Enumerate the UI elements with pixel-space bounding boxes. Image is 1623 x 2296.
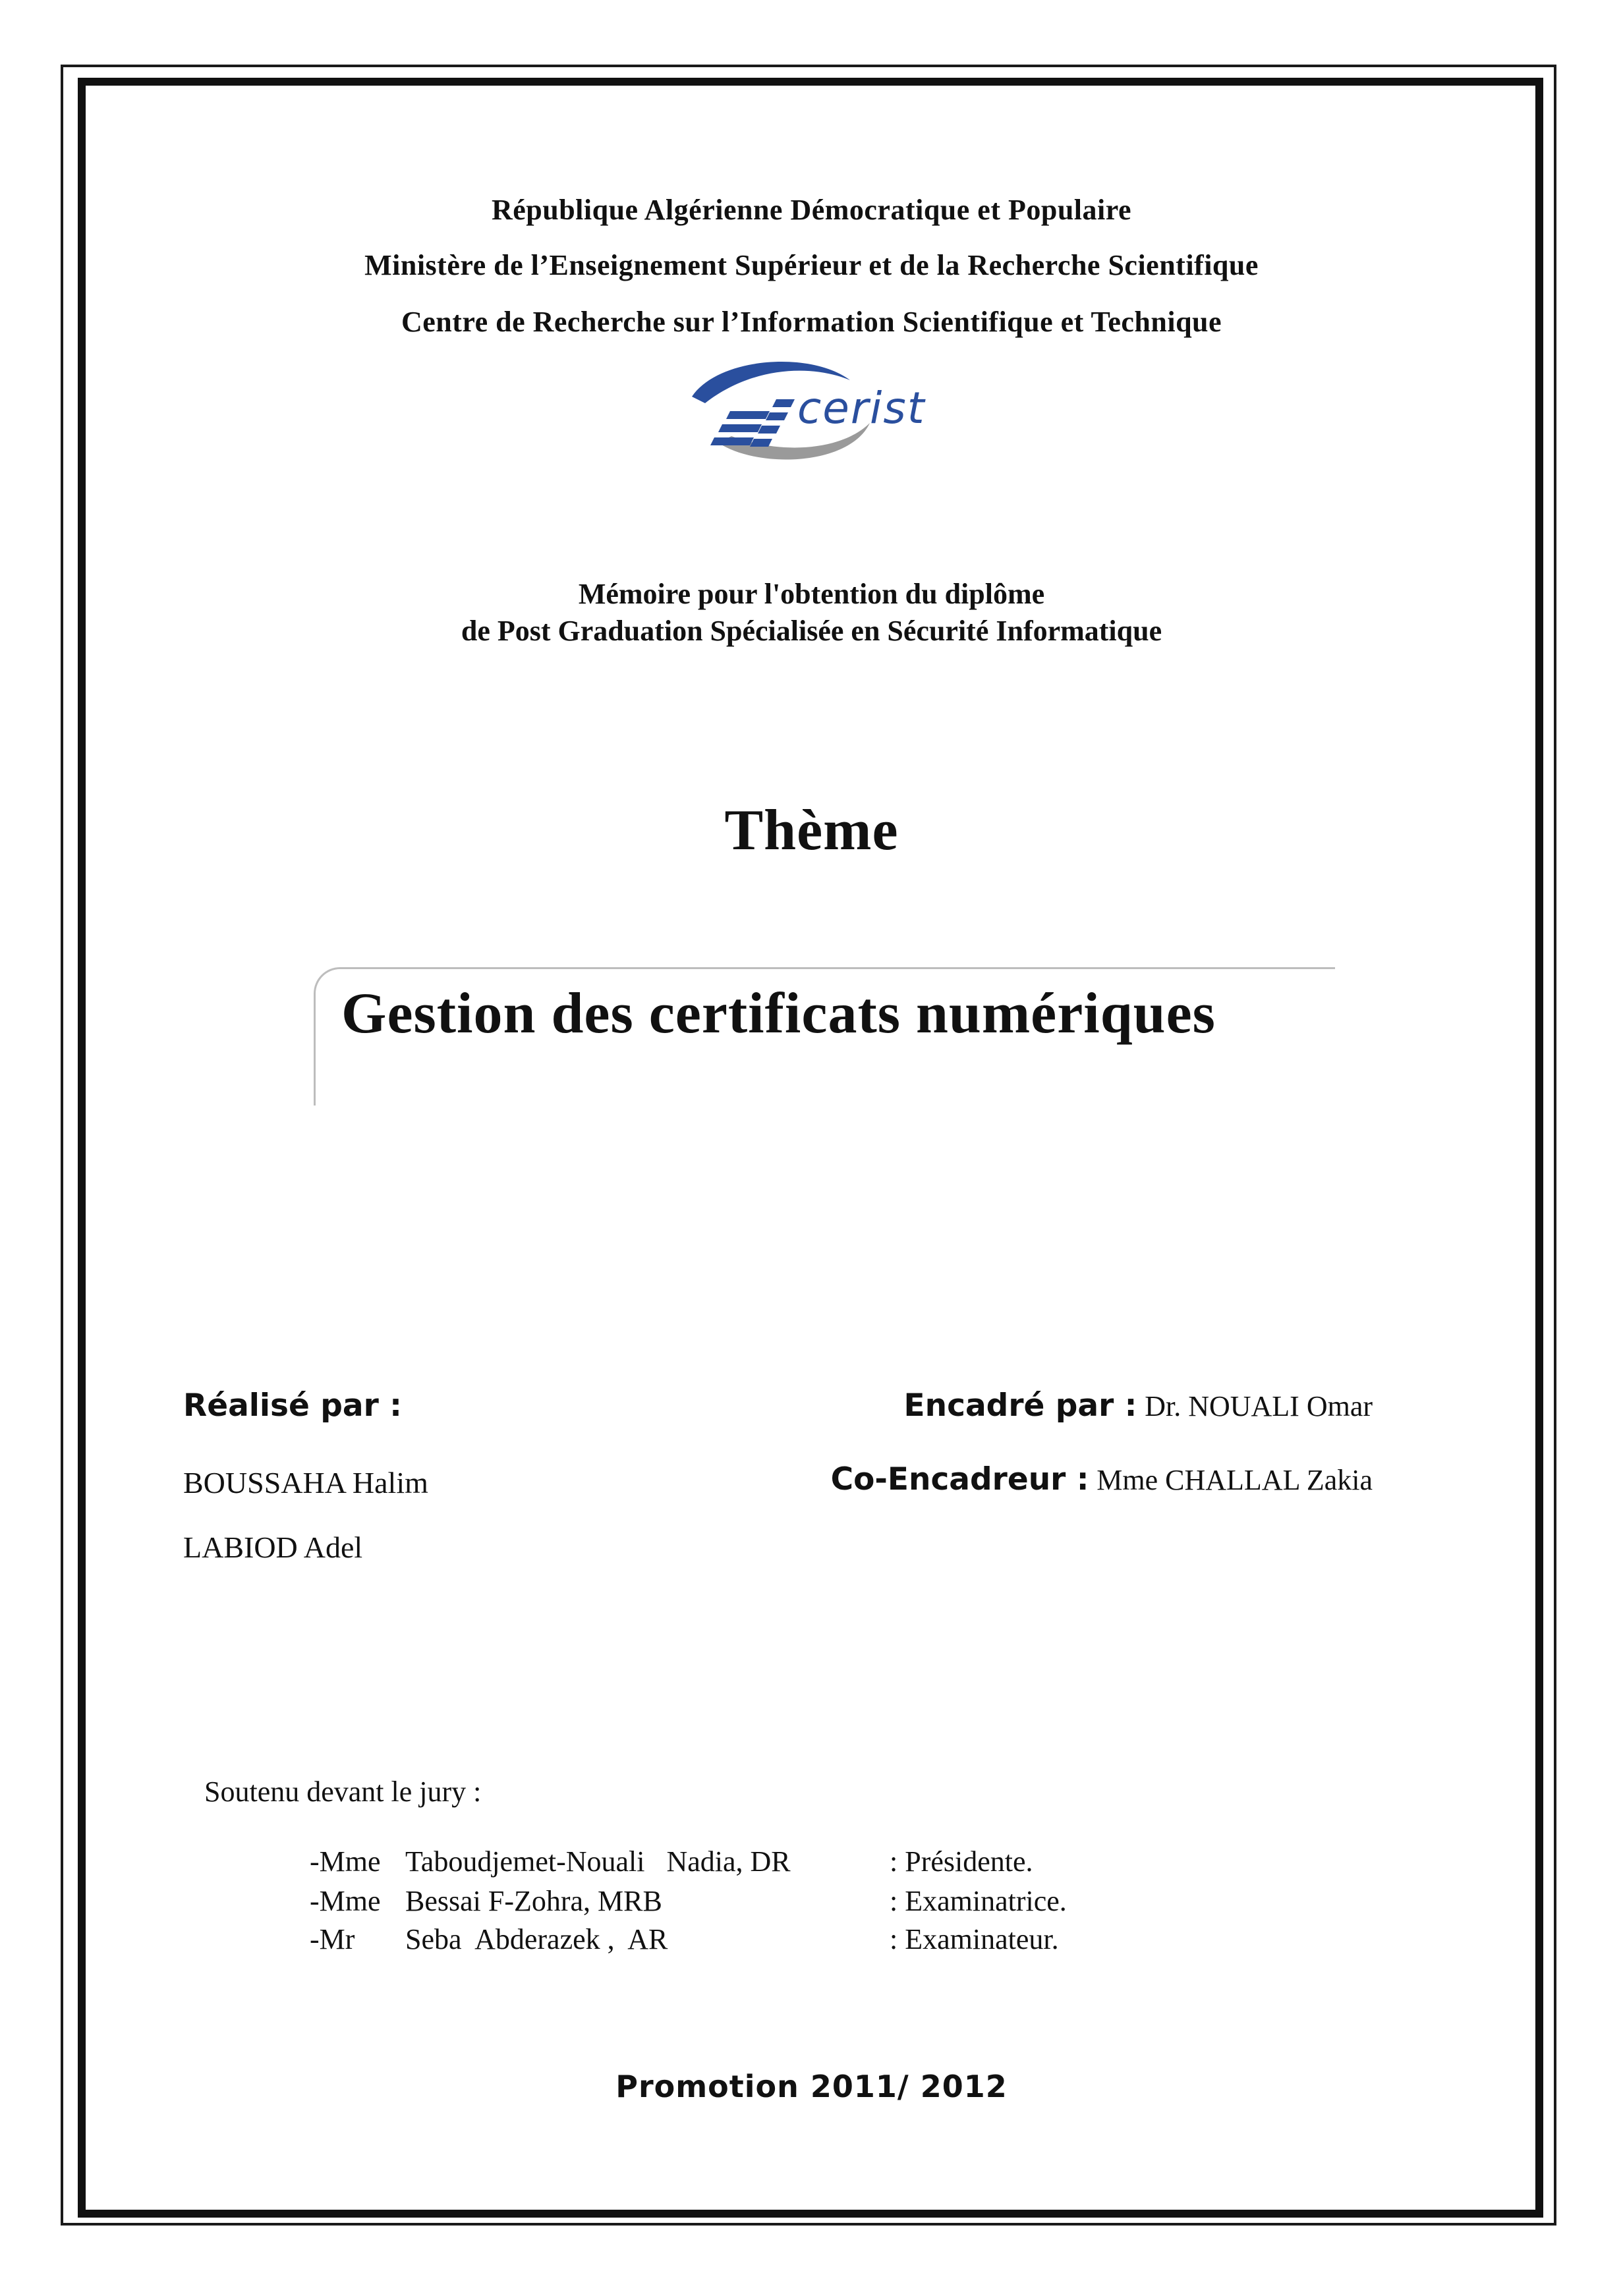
memoire-line-2: de Post Graduation Spécialisée en Sécurité Informatique	[461, 615, 1162, 647]
encadre-line	[904, 1387, 1373, 1424]
logo-bars	[710, 399, 795, 447]
jury-member-title: -Mme	[310, 1885, 381, 1917]
header-ministere: Ministère de l’Enseignement Supérieur et de la Recherche Scientifique	[364, 249, 1259, 281]
author-name: BOUSSAHA Halim	[183, 1466, 428, 1499]
header-centre: Centre de Recherche sur l’Information Scientifique et Technique	[401, 306, 1222, 338]
jury-member-title: -Mme	[310, 1845, 381, 1878]
coencadreur-line	[831, 1461, 1373, 1498]
jury-member	[310, 1845, 1166, 1884]
jury-member-name: Taboudjemet-Nouali Nadia, DR	[405, 1845, 791, 1878]
promotion: Promotion 2011/ 2012	[615, 2069, 1008, 2104]
jury-intro: Soutenu devant le jury :	[204, 1776, 482, 1808]
cerist-logo	[679, 350, 962, 469]
theme-heading: Thème	[724, 798, 899, 862]
author-name: LABIOD Adel	[183, 1530, 363, 1564]
coencadreur-value: Mme CHALLAL Zakia	[1096, 1464, 1373, 1496]
memoire-line-1: Mémoire pour l'obtention du diplôme	[578, 578, 1045, 610]
jury-member-role: : Présidente.	[890, 1845, 1033, 1878]
encadre-value: Dr. NOUALI Omar	[1145, 1390, 1373, 1422]
realise-label: Réalisé par :	[183, 1387, 402, 1424]
logo-wordmark: cerist	[797, 383, 926, 434]
jury-member	[310, 1922, 1166, 1962]
coencadreur-label: Co-Encadreur :	[830, 1461, 1089, 1498]
jury-member-name: Seba Abderazek , AR	[405, 1923, 668, 1955]
jury-member-name: Bessai F-Zohra, MRB	[405, 1885, 662, 1917]
thesis-title: Gestion des certificats numériques	[341, 982, 1216, 1046]
encadre-label: Encadré par :	[903, 1387, 1137, 1424]
jury-member-title: -Mr	[310, 1923, 355, 1955]
header-republique: République Algérienne Démocratique et Populaire	[491, 194, 1132, 226]
jury-member	[310, 1884, 1166, 1924]
jury-member-role: : Examinateur.	[890, 1923, 1059, 1955]
jury-member-role: : Examinatrice.	[890, 1885, 1067, 1917]
